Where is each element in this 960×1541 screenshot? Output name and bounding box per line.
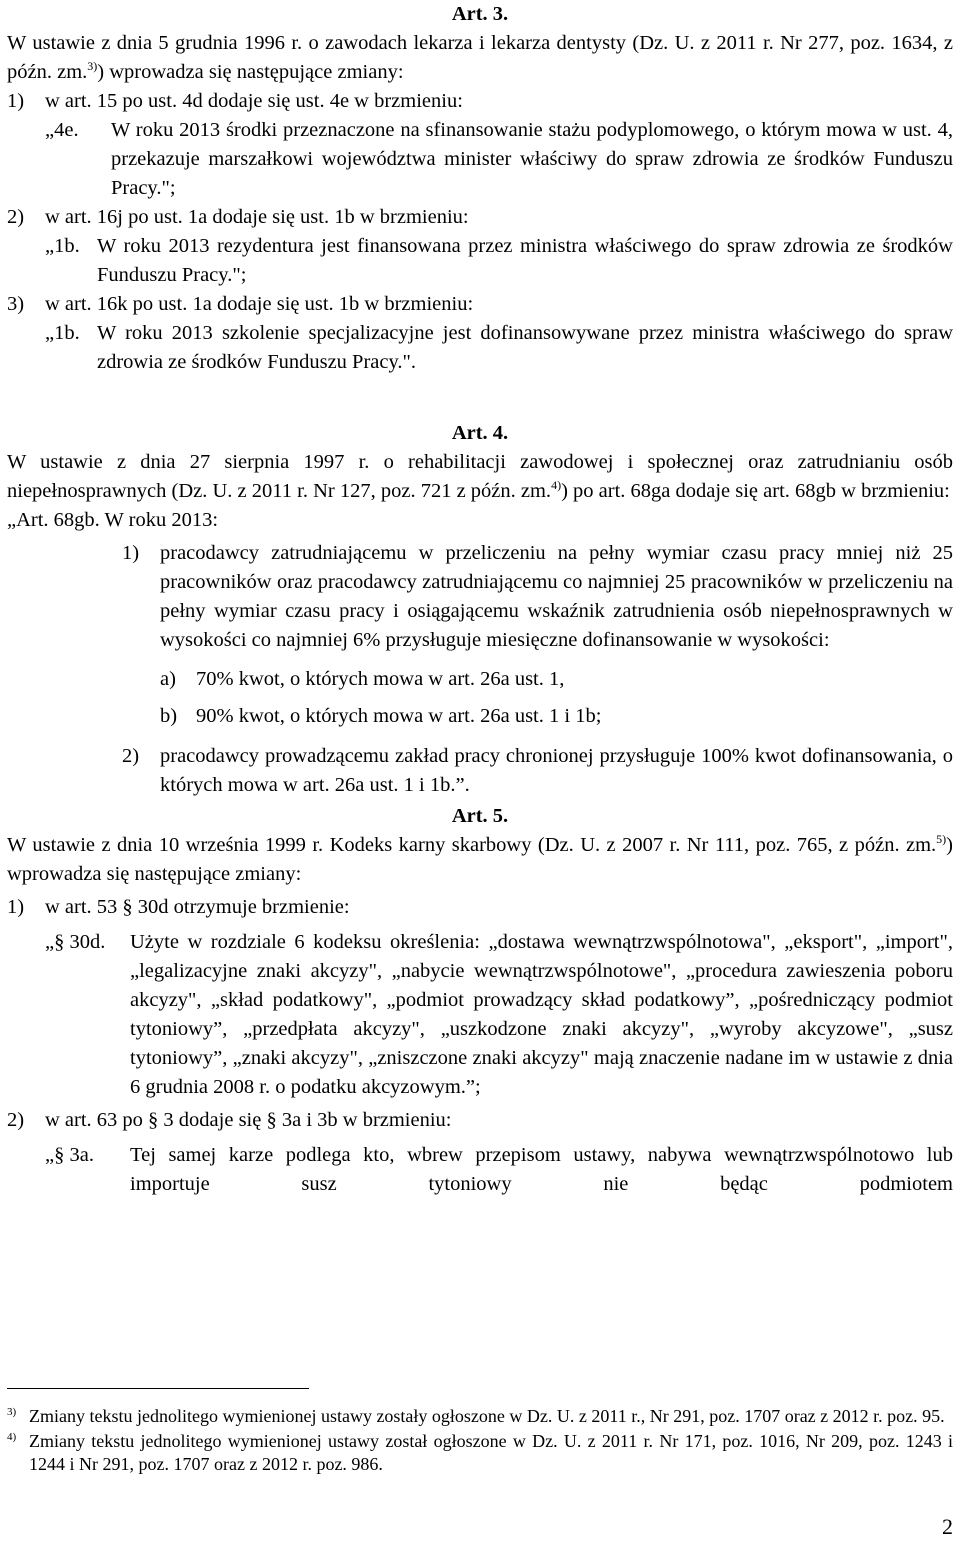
subpoint-text: 90% kwot, o których mowa w art. 26a ust. 1 i 1b; <box>196 705 602 727</box>
article-3-item-1 <box>7 87 953 116</box>
subpoint-text: 70% kwot, o których mowa w art. 26a ust. 1, <box>196 668 565 690</box>
footnote-ref-5: 5) <box>936 832 947 846</box>
subpoint-letter: a) <box>160 668 176 690</box>
point-text: pracodawcy zatrudniającemu w przeliczeniu na pełny wymiar czasu pracy mniej niż 25 pracowników oraz pracodawcy zatrudniającemu co najmniej 25 pracowników w przeliczeniu na pełny wymiar czasu pracy i osiągającemu wskaźnik zatrudnienia osób niepełnosprawnych w wysokości co najmniej 6% przysługuje miesięczne dofinansowanie w wysokości: <box>160 542 953 651</box>
article-3-quote-4e <box>45 116 953 203</box>
document-page <box>7 0 953 1539</box>
footnotes <box>7 1405 953 1478</box>
article-5-intro-tail: ) wprowadza się następujące zmiany: <box>7 834 953 885</box>
quote-number: „1b. <box>45 235 80 257</box>
item-text: w art. 53 § 30d otrzymuje brzmienie: <box>45 896 350 918</box>
footnote-4 <box>7 1430 953 1476</box>
quote-number: „§ 3a. <box>45 1144 94 1166</box>
item-text: w art. 15 po ust. 4d dodaje się ust. 4e w brzmieniu: <box>45 90 463 112</box>
item-number: 2) <box>7 206 25 228</box>
article-4-intro <box>7 448 953 506</box>
item-text: w art. 16j po ust. 1a dodaje się ust. 1b w brzmieniu: <box>45 206 469 228</box>
article-5-intro-text: W ustawie z dnia 10 września 1999 r. Kodeks karny skarbowy (Dz. U. z 2007 r. Nr 111, poz. 765, z późn. zm. <box>7 834 937 856</box>
item-number: 1) <box>7 90 25 112</box>
item-number: 1) <box>7 896 25 918</box>
item-number: 2) <box>7 1109 25 1131</box>
article-5-intro <box>7 831 953 889</box>
quote-text: Użyte w rozdziale 6 kodeksu określenia: „dostawa wewnątrzwspólnotowa", „eksport", „import", „legalizacyjne znaki akcyzy", „nabycie wewnątrzwspólnotowe", „procedura zawieszenia poboru akcyzy", „skład podatkowy", „podmiot prowadzący skład podatkowy”, „pośredniczący podmiot tytoniowy”, „przedpłata akcyzy", „uszkodzone znaki akcyzy", „wyroby akcyzowe", „susz tytoniowy”, „znaki akcyzy", „zniszczone znaki akcyzy" mają znaczenie nadane im w ustawie z dnia 6 grudnia 2008 r. o podatku akcyzowym.”; <box>130 931 953 1098</box>
article-4-intro-text: W ustawie z dnia 27 sierpnia 1997 r. o rehabilitacji zawodowej i społecznej oraz zatrudnianiu osób niepełnosprawnych (Dz. U. z 2011 r. Nr 127, poz. 721 z późn. zm. <box>7 451 953 502</box>
article-5-item-2 <box>7 1106 953 1135</box>
footnote-text: Zmiany tekstu jednolitego wymienionej ustawy zostały ogłoszone w Dz. U. z 2011 r., Nr 291, poz. 1707 oraz z 2012 r. poz. 95. <box>29 1406 945 1426</box>
footnote-mark: 3) <box>7 1406 17 1418</box>
quote-number: „4e. <box>45 119 79 141</box>
quote-text: W roku 2013 szkolenie specjalizacyjne jest dofinansowywane przez ministra właściwego do spraw zdrowia ze środków Funduszu Pracy.". <box>97 322 953 373</box>
footnote-separator <box>7 1388 309 1389</box>
article-4-point-2 <box>122 742 953 800</box>
quote-text: W roku 2013 rezydentura jest finansowana przez ministra właściwego do spraw zdrowia ze środków Funduszu Pracy."; <box>97 235 953 286</box>
item-text: w art. 16k po ust. 1a dodaje się ust. 1b w brzmieniu: <box>45 293 474 315</box>
article-3-quote-1b <box>45 232 953 290</box>
article-3-intro-text: W ustawie z dnia 5 grudnia 1996 r. o zawodach lekarza i lekarza dentysty (Dz. U. z 2011 r. Nr 277, poz. 1634, z późn. zm. <box>7 32 953 83</box>
article-4-point-1 <box>122 539 953 655</box>
article-3-quote-1b-second <box>45 319 953 377</box>
point-number: 2) <box>122 745 140 767</box>
quote-number: „1b. <box>45 322 80 344</box>
article-3-title: Art. 3. <box>451 3 509 25</box>
footnote-mark: 4) <box>7 1431 17 1443</box>
footnote-text: Zmiany tekstu jednolitego wymienionej ustawy został ogłoszone w Dz. U. z 2011 r. Nr 171, poz. 1016, Nr 209, poz. 1243 i 1244 i Nr 291, poz. 1707 oraz z 2012 r. poz. 986. <box>29 1431 953 1474</box>
article-5-title: Art. 5. <box>451 805 509 827</box>
point-text: pracodawcy prowadzącemu zakład pracy chronionej przysługuje 100% kwot dofinansowania, o których mowa w art. 26a ust. 1 i 1b.”. <box>160 745 953 796</box>
footnote-ref-4: 4) <box>551 478 562 492</box>
article-4-title: Art. 4. <box>451 422 509 444</box>
quote-number: „§ 30d. <box>45 931 106 953</box>
article-4-sub-a <box>160 665 953 694</box>
article-3-item-2 <box>7 203 953 232</box>
article-4-quote-head: „Art. 68gb. W roku 2013: <box>7 509 219 531</box>
article-3-intro <box>7 29 953 87</box>
article-5-item-1 <box>7 893 953 922</box>
footnote-3 <box>7 1405 953 1428</box>
article-3-intro-tail: ) wprowadza się następujące zmiany: <box>97 61 404 83</box>
page-number: 2 <box>942 1514 953 1539</box>
item-text: w art. 63 po § 3 dodaje się § 3a i 3b w brzmieniu: <box>45 1109 452 1131</box>
article-4-sub-b <box>160 702 953 731</box>
section-spacer <box>7 377 953 419</box>
article-5-quote-3a <box>45 1141 953 1199</box>
footnote-ref-3: 3) <box>87 59 98 73</box>
subpoint-letter: b) <box>160 705 178 727</box>
article-5-quote-30d <box>45 928 953 1102</box>
item-number: 3) <box>7 293 25 315</box>
quote-text: W roku 2013 środki przeznaczone na sfinansowanie stażu podyplomowego, o którym mowa w ust. 4, przekazuje marszałkowi województwa minister właściwy do spraw zdrowia ze środków Funduszu Pracy."; <box>111 119 953 199</box>
quote-text: Tej samej karze podlega kto, wbrew przepisom ustawy, nabywa wewnątrzwspólnotowo lub importuje susz tytoniowy nie będąc podmiotem <box>130 1144 953 1195</box>
article-3-item-3 <box>7 290 953 319</box>
point-number: 1) <box>122 542 140 564</box>
article-4-intro-tail: ) po art. 68ga dodaje się art. 68gb w brzmieniu: <box>561 480 950 502</box>
